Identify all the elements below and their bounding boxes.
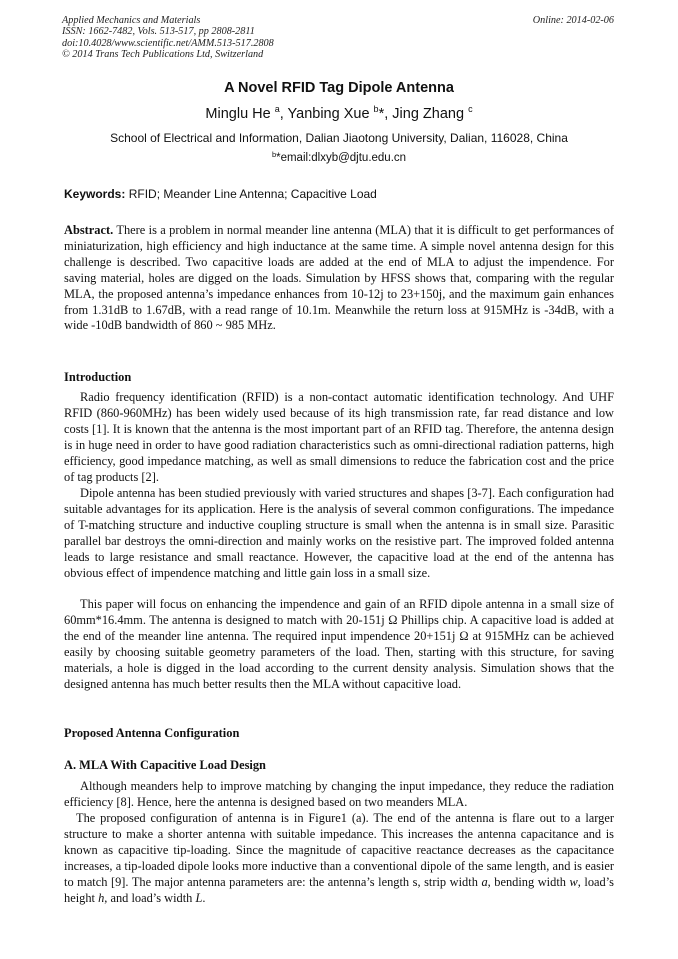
paragraph-text: , bending width (487, 874, 570, 889)
section-heading: Introduction (64, 370, 132, 384)
paragraph-text: , load’s height (64, 874, 614, 905)
author-list (0, 104, 678, 124)
journal-name: Applied Mechanics and Materials (62, 15, 201, 26)
contact-email (0, 150, 678, 166)
email-affil-mark: b (271, 150, 277, 159)
abstract-label: Abstract. (64, 223, 114, 237)
author-affil-mark: b (373, 104, 379, 114)
doi-line: doi:10.4028/www.scientific.net/AMM.513-517.2808 (62, 37, 274, 49)
author-affil-mark: a (274, 104, 280, 114)
abstract-text: There is a problem in normal meander line antenna (MLA) that it is difficult to get performances of miniaturization, high efficiency and high inductance at the same time. A simple novel antenna design for this challenge is described. Two capacitive loads are added at the end of MLA to adjust the impendence. For saving material, holes are digged on the loads. Simulation by HFSS shows that, comparing with the regular MLA, the proposed antenna’s impedance enhances from 10-12j to 23+150j, and the maximum gain enhances from 1.31dB to 1.67dB, with a read range of 10.1m. Meanwhile the return loss at 915MHz is -34dB, with a wide -10dB bandwidth of 860 ~ 985 MHz. (64, 223, 614, 333)
math-variable: L (195, 890, 203, 905)
online-date: Online: 2014-02-06 (532, 15, 614, 26)
paragraph-text: The proposed configuration of antenna is in Figure1 (a). The end of the antenna is flare out to a larger structure to make a shorter antenna with suitable impedance. This increases the antenna capacitance and is known as capacitive tip-loading. Since the magnitude of capacitive reactance decreases as the capacitance increases, a tip-loaded dipole looks more inductive than a conventional dipole of the same length, and is easier to match [9]. The major antenna parameters are: the antenna’s length s, strip width (64, 811, 614, 889)
keywords (64, 186, 624, 202)
author-affil-mark: c (468, 104, 473, 114)
section-heading: Proposed Antenna Configuration (64, 726, 240, 740)
paragraph: This paper will focus on enhancing the impendence and gain of an RFID dipole antenna in a small size of 60mm*16.4mm. The antenna is designed to match with 20-151j Ω Phillips chip. A capacitive load is added at the end of the meander line antenna. The required input impendence 20+151j Ω at 915MHz can be achieved easily by choosing suitable geometry parameters of the load. Then, starting with this structure, for saving materials, a hole is digged in the load according to the current density analysis. Simulation shows that the designed antenna has much better results then the MLA without capacitive load. (64, 597, 614, 691)
paragraph: Although meanders help to improve matching by changing the input impedance, they reduce the radiation efficiency [8]. Hence, here the antenna is designed based on two meanders MLA. (64, 779, 614, 809)
copyright-line: © 2014 Trans Tech Publications Ltd, Switzerland (62, 48, 264, 60)
keywords-label: Keywords: (64, 187, 126, 201)
corresponding-mark: * (378, 106, 385, 122)
author-name: Jing Zhang (392, 106, 465, 122)
email-text: *email:dlxyb@djtu.edu.cn (276, 152, 407, 164)
math-variable: a (481, 874, 488, 889)
author-name: Yanbing Xue (287, 106, 370, 122)
paragraph: Radio frequency identification (RFID) is a non-contact automatic identification technology. And UHF RFID (860-960MHz) has been widely used because of its high transmission rate, far read distance and low costs [1]. It is known that the antenna is the most important part of an RFID tag. Therefore, the antenna design is in huge need in order to have good radiation characteristics such as omni-directional radiation patterns, high efficiency, good impedance matching, as well as small dimensions to reduce the fabrication cost and the price of tag products [2]. (64, 390, 614, 484)
abstract (64, 223, 614, 334)
paragraph-text: , and load’s width (104, 890, 196, 905)
journal-header (62, 15, 274, 60)
author-separator: , (279, 106, 288, 122)
affiliation: School of Electrical and Information, Dalian Jiaotong University, Dalian, 116028, China (110, 131, 568, 145)
subsection-heading: A. MLA With Capacitive Load Design (64, 758, 266, 772)
author-separator: , (384, 106, 393, 122)
keywords-text: RFID; Meander Line Antenna; Capacitive Load (125, 187, 377, 201)
issn-line: ISSN: 1662-7482, Vols. 513-517, pp 2808-2811 (62, 26, 255, 38)
math-variable: h (98, 890, 105, 905)
paragraph: Dipole antenna has been studied previously with varied structures and shapes [3-7]. Each configuration had suitable advantages for its application. Here is the analysis of several common configurations. The impedance of T-matching structure and inductive coupling structure is small when the antenna is in small size. Parasitic parallel bar destroys the omni-direction and mainly works on the resistive part. The improved folded antenna leads to large resistance and small reactance. However, the capacitive load at the end of the antenna has obvious effect of impendence matching and little gain loss in a small size. (64, 486, 614, 580)
author-name: Minglu He (205, 106, 271, 122)
paragraph (64, 811, 614, 906)
paper-title: A Novel RFID Tag Dipole Antenna (224, 80, 454, 96)
math-variable: w (569, 874, 578, 889)
paragraph-text: . (202, 890, 206, 905)
